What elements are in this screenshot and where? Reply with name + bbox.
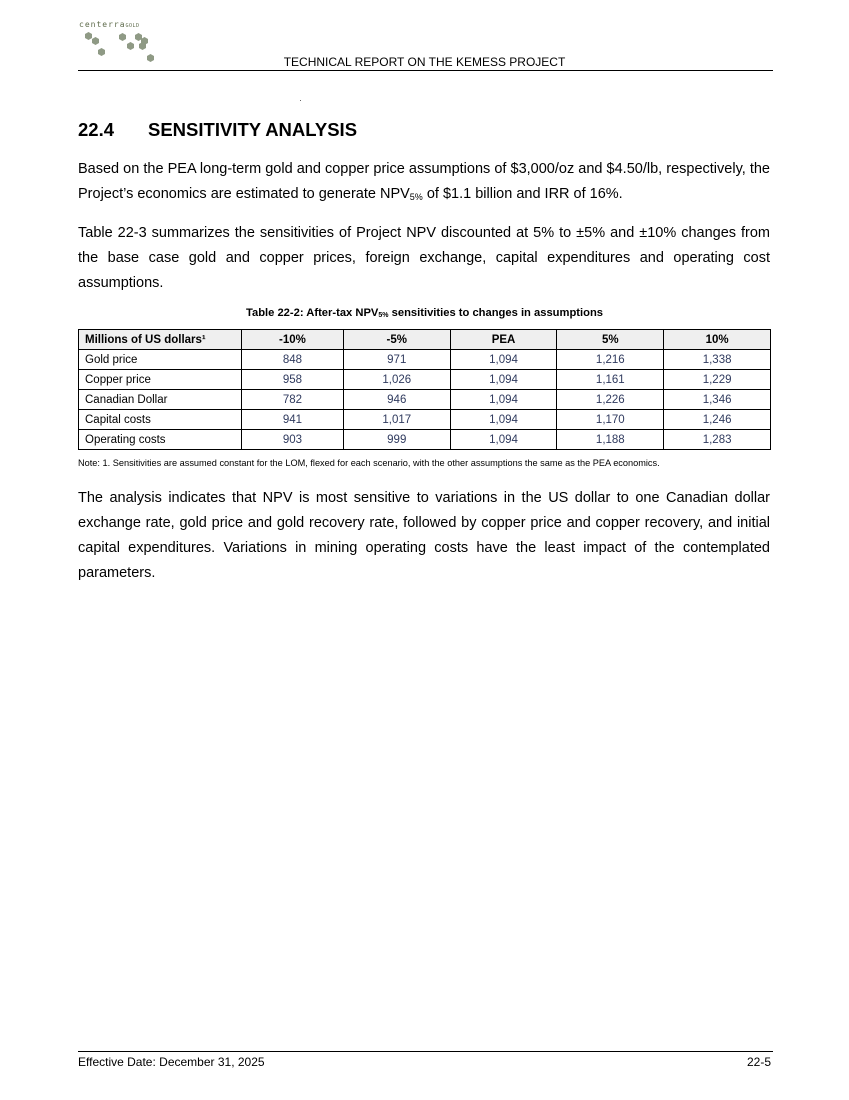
table-cell: 1,026 <box>343 370 450 390</box>
table-cell: 1,161 <box>557 370 664 390</box>
footer-divider <box>78 1051 773 1052</box>
table-cell: 958 <box>242 370 344 390</box>
table-row <box>79 410 771 430</box>
table-footnote: Note: 1. Sensitivities are assumed constant for the LOM, flexed for each scenario, with the other assumptions the same as the PEA economics. <box>78 458 660 468</box>
effective-date: Effective Date: December 31, 2025 <box>78 1055 265 1069</box>
table-header-row <box>79 330 771 350</box>
row-label: Copper price <box>79 370 242 390</box>
table-cell: 848 <box>242 350 344 370</box>
column-header: PEA <box>450 330 557 350</box>
row-label: Capital costs <box>79 410 242 430</box>
table-row <box>79 350 771 370</box>
table-cell: 1,094 <box>450 430 557 450</box>
stray-mark <box>300 100 301 101</box>
table-cell: 1,346 <box>664 390 771 410</box>
table-cell: 1,170 <box>557 410 664 430</box>
table-cell: 1,094 <box>450 350 557 370</box>
row-label: Operating costs <box>79 430 242 450</box>
table-row <box>79 390 771 410</box>
row-label: Gold price <box>79 350 242 370</box>
table-cell: 946 <box>343 390 450 410</box>
logo-wordmark: centerraGOLD <box>79 20 140 29</box>
table-cell: 1,094 <box>450 410 557 430</box>
table-cell: 1,283 <box>664 430 771 450</box>
table-cell: 1,246 <box>664 410 771 430</box>
table-cell: 1,226 <box>557 390 664 410</box>
table-cell: 903 <box>242 430 344 450</box>
column-header: 5% <box>557 330 664 350</box>
table-cell: 782 <box>242 390 344 410</box>
table-cell: 971 <box>343 350 450 370</box>
section-heading <box>78 119 357 141</box>
column-header: 10% <box>664 330 771 350</box>
section-title: SENSITIVITY ANALYSIS <box>148 119 358 140</box>
column-header: Millions of US dollars¹ <box>79 330 242 350</box>
paragraph-price-assumptions: Based on the PEA long-term gold and copper price assumptions of $3,000/oz and $4.50/lb, respectively, the Project’s economics are estimated to generate $NPV_{5\%}$ of $1.1 billion and IRR of 16%. <box>78 161 770 202</box>
table-caption: Table 22-2: After-tax $NPV_{5\%}$ sensitivities to changes in assumptions <box>245 307 604 319</box>
table-cell: 1,094 <box>450 390 557 410</box>
table-cell: 941 <box>242 410 344 430</box>
paragraph-sensitivity-summary: Table 22-3 summarizes the sensitivities of Project NPV discounted at 5% to ±5% and ±10% changes from the base case gold and copper prices, foreign exchange, capital expenditures and operating cost assumptions. <box>78 225 770 291</box>
table-cell: 1,094 <box>450 370 557 390</box>
table-cell: 1,338 <box>664 350 771 370</box>
column-header: -5% <box>343 330 450 350</box>
row-label: Canadian Dollar <box>79 390 242 410</box>
section-number: 22.4 <box>78 119 115 140</box>
table-row <box>79 370 771 390</box>
table-cell: 1,216 <box>557 350 664 370</box>
paragraph-analysis: The analysis indicates that NPV is most sensitive to variations in the US dollar to one Canadian dollar exchange rate, gold price and gold recovery rate, followed by copper price and copper recovery, and initial capital expenditures. Variations in mining operating costs have the least impact of the contemplated parameters. <box>78 490 770 581</box>
page-number: 22-5 <box>746 1055 771 1069</box>
table-cell: 999 <box>343 430 450 450</box>
sensitivity-table <box>78 329 771 450</box>
table-row <box>79 430 771 450</box>
table-cell: 1,017 <box>343 410 450 430</box>
table-cell: 1,188 <box>557 430 664 450</box>
header-divider <box>78 70 773 71</box>
report-header-title: TECHNICAL REPORT ON THE KEMESS PROJECT <box>283 55 566 69</box>
column-header: -10% <box>242 330 344 350</box>
table-cell: 1,229 <box>664 370 771 390</box>
